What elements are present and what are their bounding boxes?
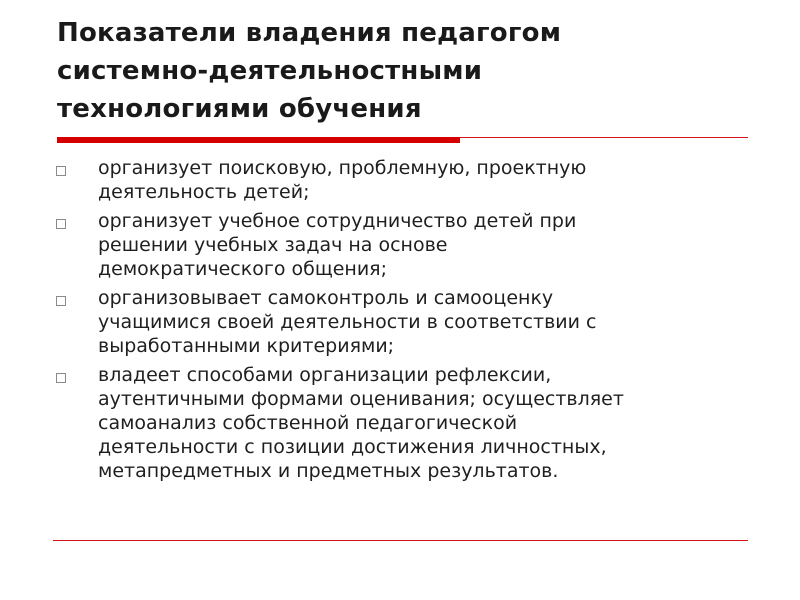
bullet-line: организует поисковую, проблемную, проектную	[98, 157, 587, 179]
hollow-square-bullet-icon	[56, 296, 66, 306]
hollow-square-bullet-icon	[56, 166, 66, 176]
list-item	[56, 156, 756, 204]
list-item	[56, 209, 756, 281]
bullet-line: решении учебных задач на основе	[98, 234, 448, 256]
bullet-text	[98, 156, 756, 204]
page-title	[57, 14, 757, 128]
title-line-2: системно-деятельностными	[57, 56, 483, 86]
bullet-line: организовывает самоконтроль и самооценку	[98, 287, 554, 309]
bullet-text	[98, 286, 756, 358]
title-line-1: Показатели владения педагогом	[57, 18, 562, 48]
hollow-square-bullet-icon	[56, 219, 66, 229]
hollow-square-bullet-icon	[56, 373, 66, 383]
title-line-3: технологиями обучения	[57, 94, 422, 124]
title-underline-thick	[57, 137, 460, 143]
list-item	[56, 286, 756, 358]
bullet-list	[56, 156, 756, 488]
bullet-line: демократического общения;	[98, 258, 388, 280]
bullet-line: деятельность детей;	[98, 181, 310, 203]
bullet-line: учащимися своей деятельности в соответствии с	[98, 311, 597, 333]
bullet-line: аутентичными формами оценивания; осуществляет	[98, 388, 624, 410]
bullet-text	[98, 363, 756, 483]
bullet-line: организует учебное сотрудничество детей при	[98, 210, 577, 232]
title-underline-thin	[460, 137, 748, 138]
bullet-line: самоанализ собственной педагогической	[98, 412, 518, 434]
bullet-line: деятельности с позиции достижения личностных,	[98, 436, 607, 458]
bullet-line: выработанными критериями;	[98, 335, 395, 357]
footer-rule	[53, 540, 748, 541]
bullet-line: владеет способами организации рефлексии,	[98, 364, 552, 386]
bullet-text	[98, 209, 756, 281]
bullet-line: метапредметных и предметных результатов.	[98, 460, 559, 482]
list-item	[56, 363, 756, 483]
